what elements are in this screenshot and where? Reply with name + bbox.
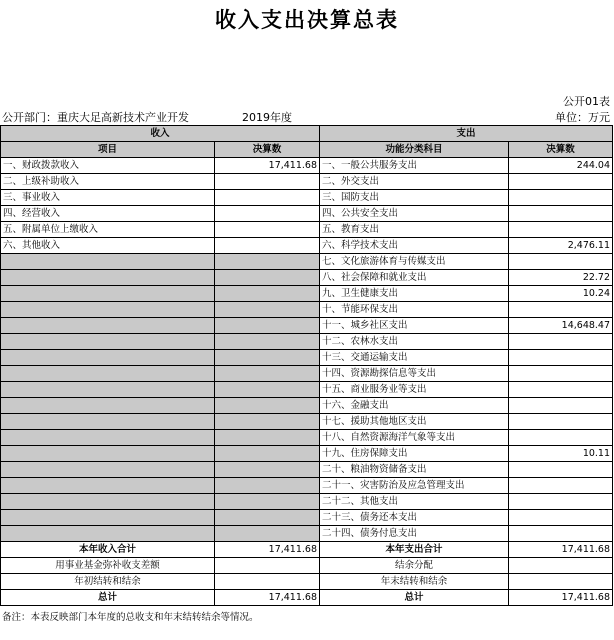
- income-amount: [215, 254, 320, 270]
- expense-amount: 22.72: [509, 270, 613, 286]
- income-item: [1, 462, 215, 478]
- col-amount-header: 决算数: [215, 142, 320, 158]
- table-row: [1, 174, 613, 190]
- income-item: 六、其他收入: [1, 238, 215, 254]
- expense-item: 七、文化旅游体育与传媒支出: [320, 254, 509, 270]
- expense-item: 四、公共安全支出: [320, 206, 509, 222]
- table-row: [1, 222, 613, 238]
- footnote: 备注：本表反映部门本年度的总收支和年末结转结余等情况。: [2, 612, 259, 623]
- summary-expense-amount: 17,411.68: [509, 590, 613, 606]
- income-item: 四、经营收入: [1, 206, 215, 222]
- expense-amount: [509, 334, 613, 350]
- expense-item: 八、社会保障和就业支出: [320, 270, 509, 286]
- expense-amount: 2,476.11: [509, 238, 613, 254]
- summary-income-label: 用事业基金弥补收支差额: [1, 558, 215, 574]
- income-amount: [215, 462, 320, 478]
- summary-row: [1, 590, 613, 606]
- unit-label: 单位：万元: [555, 111, 610, 124]
- income-item: 二、上级补助收入: [1, 174, 215, 190]
- income-amount: [215, 206, 320, 222]
- col-item-header: 项目: [1, 142, 215, 158]
- summary-income-amount: 17,411.68: [215, 590, 320, 606]
- summary-expense-label: 本年支出合计: [320, 542, 509, 558]
- income-item: [1, 414, 215, 430]
- table-row: [1, 190, 613, 206]
- column-header-row: [1, 142, 613, 158]
- table-row: [1, 382, 613, 398]
- summary-expense-label: 结余分配: [320, 558, 509, 574]
- expense-amount: [509, 398, 613, 414]
- expense-item: 三、国防支出: [320, 190, 509, 206]
- income-amount: [215, 446, 320, 462]
- table-row: [1, 414, 613, 430]
- expense-item: 十九、住房保障支出: [320, 446, 509, 462]
- summary-row: [1, 542, 613, 558]
- income-amount: [215, 526, 320, 542]
- page-title: 收入支出决算总表: [215, 8, 399, 32]
- income-amount: [215, 174, 320, 190]
- income-amount: [215, 510, 320, 526]
- expense-item: 六、科学技术支出: [320, 238, 509, 254]
- year-label: 2019年度: [242, 111, 292, 124]
- income-item: 五、附属单位上缴收入: [1, 222, 215, 238]
- expense-item: 十一、城乡社区支出: [320, 318, 509, 334]
- income-amount: [215, 382, 320, 398]
- expense-amount: [509, 526, 613, 542]
- income-amount: [215, 270, 320, 286]
- income-expense-table: [0, 125, 613, 606]
- income-item: 三、事业收入: [1, 190, 215, 206]
- expense-amount: [509, 494, 613, 510]
- expense-amount: 10.24: [509, 286, 613, 302]
- expense-item: 十五、商业服务业等支出: [320, 382, 509, 398]
- income-item: [1, 526, 215, 542]
- expense-amount: 10.11: [509, 446, 613, 462]
- summary-income-label: 本年收入合计: [1, 542, 215, 558]
- expense-amount: 14,648.47: [509, 318, 613, 334]
- expense-item: 十八、自然资源海洋气象等支出: [320, 430, 509, 446]
- income-item: 一、财政拨款收入: [1, 158, 215, 174]
- table-row: [1, 526, 613, 542]
- table-row: [1, 510, 613, 526]
- table-row: [1, 350, 613, 366]
- table-row: [1, 398, 613, 414]
- income-amount: [215, 478, 320, 494]
- summary-income-amount: 17,411.68: [215, 542, 320, 558]
- income-amount: [215, 318, 320, 334]
- col-func-header: 功能分类科目: [320, 142, 509, 158]
- expense-amount: [509, 366, 613, 382]
- income-item: [1, 382, 215, 398]
- expense-item: 五、教育支出: [320, 222, 509, 238]
- income-amount: [215, 398, 320, 414]
- income-item: [1, 478, 215, 494]
- summary-expense-amount: 17,411.68: [509, 542, 613, 558]
- expense-amount: [509, 350, 613, 366]
- table-row: [1, 334, 613, 350]
- income-item: [1, 398, 215, 414]
- table-row: [1, 238, 613, 254]
- table-row: [1, 158, 613, 174]
- income-item: [1, 318, 215, 334]
- income-amount: [215, 190, 320, 206]
- summary-income-amount: [215, 558, 320, 574]
- expense-item: 十六、金融支出: [320, 398, 509, 414]
- summary-income-label: 总计: [1, 590, 215, 606]
- income-item: [1, 510, 215, 526]
- expense-amount: [509, 510, 613, 526]
- expense-amount: [509, 222, 613, 238]
- income-item: [1, 494, 215, 510]
- summary-expense-label: 总计: [320, 590, 509, 606]
- income-amount: [215, 302, 320, 318]
- table-row: [1, 206, 613, 222]
- expense-item: 十二、农林水支出: [320, 334, 509, 350]
- income-amount: [215, 238, 320, 254]
- expense-item: 二十三、债务还本支出: [320, 510, 509, 526]
- summary-row: [1, 574, 613, 590]
- expense-item: 二十二、其他支出: [320, 494, 509, 510]
- income-amount: [215, 366, 320, 382]
- form-code: 公开01表: [563, 95, 610, 108]
- expense-item: 一、一般公共服务支出: [320, 158, 509, 174]
- income-amount: [215, 430, 320, 446]
- summary-expense-amount: [509, 574, 613, 590]
- expense-amount: [509, 478, 613, 494]
- income-amount: 17,411.68: [215, 158, 320, 174]
- table-row: [1, 366, 613, 382]
- expense-amount: [509, 414, 613, 430]
- income-amount: [215, 334, 320, 350]
- income-amount: [215, 286, 320, 302]
- expense-item: 十、节能环保支出: [320, 302, 509, 318]
- section-header-row: [1, 126, 613, 142]
- expense-amount: [509, 254, 613, 270]
- expense-item: 二十四、债务付息支出: [320, 526, 509, 542]
- income-item: [1, 350, 215, 366]
- summary-row: [1, 558, 613, 574]
- table-row: [1, 286, 613, 302]
- table-row: [1, 430, 613, 446]
- expense-item: 十七、援助其他地区支出: [320, 414, 509, 430]
- income-item: [1, 446, 215, 462]
- summary-income-amount: [215, 574, 320, 590]
- table-row: [1, 254, 613, 270]
- expense-amount: [509, 302, 613, 318]
- income-item: [1, 430, 215, 446]
- income-item: [1, 254, 215, 270]
- department-label: 公开部门：重庆大足高新技术产业开发: [2, 111, 189, 124]
- expense-amount: [509, 206, 613, 222]
- expense-amount: [509, 382, 613, 398]
- expense-amount: [509, 462, 613, 478]
- income-item: [1, 286, 215, 302]
- table-row: [1, 462, 613, 478]
- expense-amount: [509, 190, 613, 206]
- expense-section-header: 支出: [320, 126, 613, 142]
- expense-amount: [509, 430, 613, 446]
- summary-expense-label: 年末结转和结余: [320, 574, 509, 590]
- expense-item: 二十一、灾害防治及应急管理支出: [320, 478, 509, 494]
- income-item: [1, 334, 215, 350]
- table-row: [1, 494, 613, 510]
- income-item: [1, 270, 215, 286]
- summary-expense-amount: [509, 558, 613, 574]
- expense-item: 二、外交支出: [320, 174, 509, 190]
- income-item: [1, 302, 215, 318]
- income-section-header: 收入: [1, 126, 320, 142]
- expense-item: 十三、交通运输支出: [320, 350, 509, 366]
- income-item: [1, 366, 215, 382]
- table-row: [1, 446, 613, 462]
- table-row: [1, 318, 613, 334]
- expense-amount: 244.04: [509, 158, 613, 174]
- income-amount: [215, 494, 320, 510]
- income-amount: [215, 222, 320, 238]
- expense-item: 九、卫生健康支出: [320, 286, 509, 302]
- summary-income-label: 年初结转和结余: [1, 574, 215, 590]
- income-amount: [215, 350, 320, 366]
- table-row: [1, 270, 613, 286]
- table-row: [1, 302, 613, 318]
- col-amount2-header: 决算数: [509, 142, 613, 158]
- expense-item: 二十、粮油物资储备支出: [320, 462, 509, 478]
- expense-amount: [509, 174, 613, 190]
- income-amount: [215, 414, 320, 430]
- expense-item: 十四、资源勘探信息等支出: [320, 366, 509, 382]
- table-row: [1, 478, 613, 494]
